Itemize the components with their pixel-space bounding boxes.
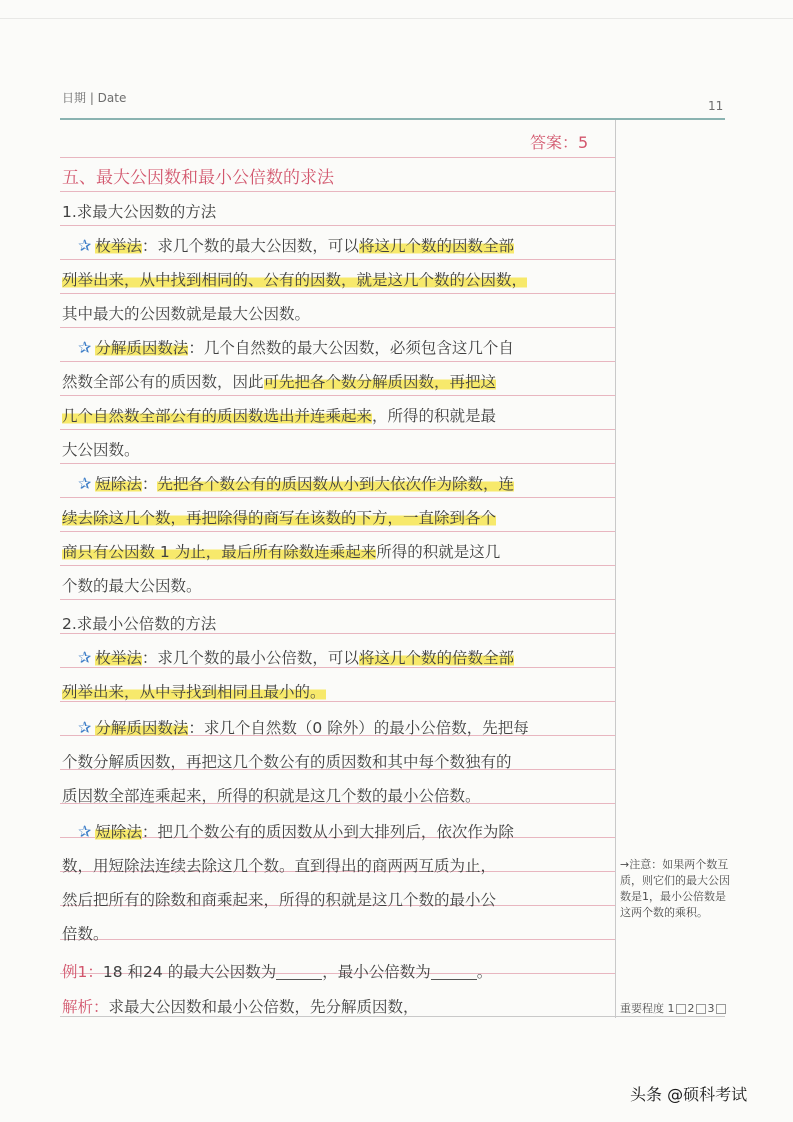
method-label: 短除法: [95, 475, 142, 493]
answer-blank: [431, 965, 477, 980]
ruled-line: [60, 157, 615, 158]
checkbox-icon: [696, 1004, 706, 1014]
p1-short-line4: 个数的最大公因数。: [62, 577, 202, 595]
p1-factor-line4: 大公因数。: [62, 441, 140, 459]
p1-short-line3: 商只有公因数 1 为止，最后所有除数连乘起来所得的积就是这几: [62, 543, 501, 561]
answer-label: 答案：5: [530, 133, 589, 152]
checkbox-icon: [676, 1004, 686, 1014]
p1-short-line1: ✰ 短除法：先把各个数公有的质因数从小到大依次作为除数，连: [78, 474, 514, 493]
star-icon: ✰: [78, 338, 92, 357]
section-title: 五、最大公因数和最小公倍数的求法: [62, 168, 334, 188]
star-icon: ✰: [78, 718, 92, 737]
p2-factor-line2: 个数分解质因数，再把这几个数公有的质因数和其中每个数独有的: [62, 753, 512, 771]
side-note: →注意：如果两个数互质，则它们的最大公因数是1，最小公倍数是这两个数的乘积。: [620, 858, 730, 919]
analysis-line: 解析：求最大公因数和最小公倍数，先分解质因数，: [62, 998, 419, 1016]
example-line: 例1：18 和24 的最大公因数为 ，最小公倍数为 。: [62, 963, 493, 981]
part1-title: 1.求最大公因数的方法: [62, 203, 217, 221]
method-label: 分解质因数法: [95, 339, 189, 357]
watermark: 头条 @硕科考试: [630, 1085, 748, 1104]
star-icon: ✰: [78, 474, 92, 493]
p1-factor-line3: 几个自然数全部公有的质因数选出并连乘起来，所得的积就是最: [62, 407, 497, 425]
star-icon: ✰: [78, 648, 92, 667]
p2-short-line1: ✰ 短除法：把几个数公有的质因数从小到大排列后，依次作为除: [78, 822, 514, 841]
importance-rating: 重要程度 1 2 3: [620, 1000, 728, 1016]
method-label: 短除法: [95, 823, 142, 841]
star-icon: ✰: [78, 822, 92, 841]
header-rule: [60, 118, 725, 120]
method-label: 枚举法: [95, 649, 142, 667]
p1-enum-line3: 其中最大的公因数就是最大公因数。: [62, 305, 311, 323]
p2-short-line4: 倍数。: [62, 925, 109, 943]
p2-enum-line2: 列举出来，从中寻找到相同且最小的。: [62, 683, 326, 701]
p1-short-line2: 续去除这几个数，再把除得的商写在该数的下方，一直除到各个: [62, 509, 497, 527]
p1-factor-line2: 然数全部公有的质因数，因此可先把各个数分解质因数，再把这: [62, 373, 497, 391]
p2-factor-line3: 质因数全部连乘起来，所得的积就是这几个数的最小公倍数。: [62, 787, 481, 805]
p1-factor-line1: ✰ 分解质因数法：几个自然数的最大公因数，必须包含这几个自: [78, 338, 514, 357]
p1-enum-line2: 列举出来，从中找到相同的、公有的因数，就是这几个数的公因数，: [62, 271, 528, 289]
p2-short-line3: 然后把所有的除数和商乘起来，所得的积就是这几个数的最小公: [62, 891, 497, 909]
checkbox-icon: [716, 1004, 726, 1014]
page-number: 11: [708, 99, 724, 113]
method-label: 枚举法: [95, 237, 142, 255]
p2-factor-line1: ✰ 分解质因数法：求几个自然数（0 除外）的最小公倍数，先把每: [78, 718, 529, 737]
p2-enum-line1: ✰ 枚举法：求几个数的最小公倍数，可以将这几个数的倍数全部: [78, 648, 514, 667]
top-divider: [0, 18, 793, 19]
answer-blank: [276, 965, 322, 980]
p1-enum-line1: ✰ 枚举法：求几个数的最大公因数，可以将这几个数的因数全部: [78, 236, 514, 255]
date-label: 日期 | Date: [62, 91, 127, 105]
method-label: 分解质因数法: [95, 719, 189, 737]
arrow-icon: →: [620, 858, 630, 871]
analysis-label: 解析: [62, 998, 94, 1016]
p2-short-line2: 数，用短除法连续去除这几个数。直到得出的商两两互质为止，: [62, 857, 497, 875]
part2-title: 2.求最小公倍数的方法: [62, 615, 217, 633]
star-icon: ✰: [78, 236, 92, 255]
example-label: 例1: [62, 963, 88, 981]
